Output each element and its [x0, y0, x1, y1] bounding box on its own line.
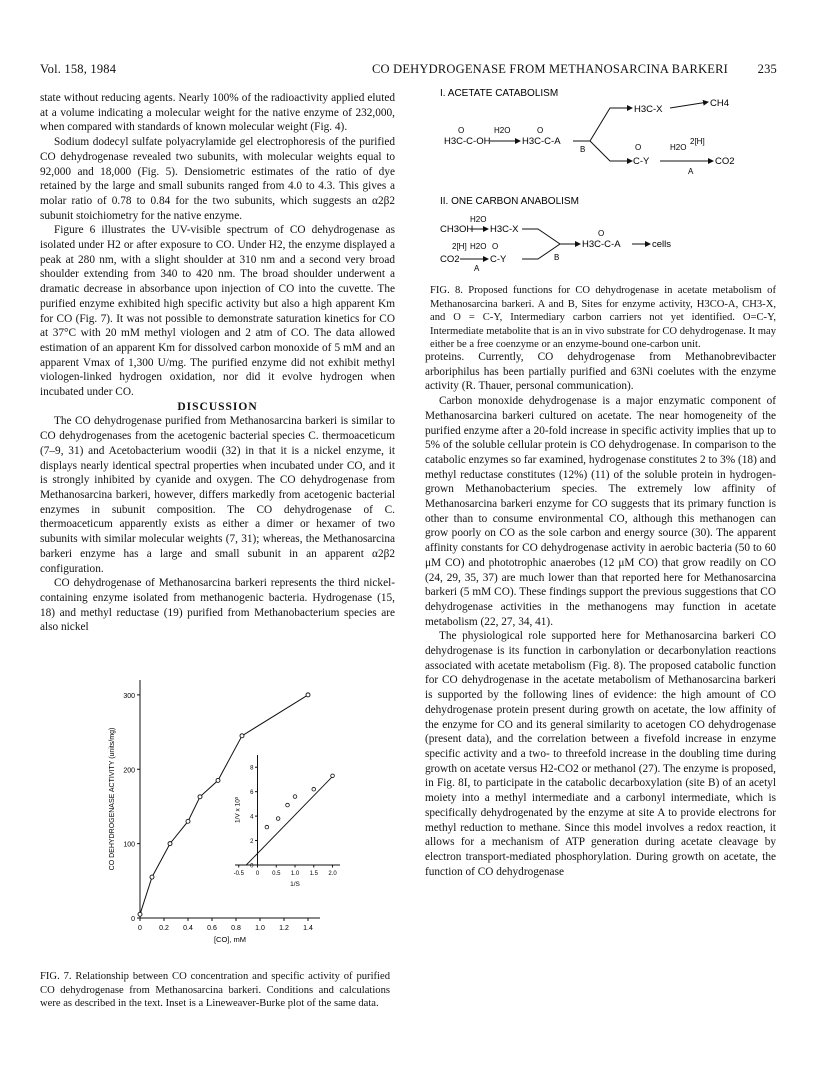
inset-data-point — [276, 817, 280, 821]
inset-x-tick-label: 1.0 — [290, 871, 300, 877]
paragraph: Carbon monoxide dehydrogenase is a major enzymatic component of Methanosarcina barkeri cultured on acetate. The near homogeneity of the purified enzyme after a 20-fold increase in specific activity implies that up to 5% of the soluble cellular protein is CO dehydrogenase. In comparison to the catabolic enzymes so far examined, hydrogenase constitutes 2 to 3% (18) and methyl reductase constitutes (12%) (11) of the soluble protein in hydrogen-grown Methanobacterium species. The extremely low affinity of Methanosarcina barkeri enzyme for CO suggests that its primary function is other than to consume environmental CO, although this methanogen can grow poorly on CO as the sole carbon and energy source (30). The apparent affinity constants for CO dehydrogenase activity in aerobic bacteria (50 to 60 μM CO) and phototrophic anaerobes (12 μM CO) that grow readily on CO (24, 29, 35, 37) are much lower than that reported here for Methanosarcina barkeri (5 mM CO). These findings support the previous suggestions that CO dehydrogenase activities in the methanogens may function in acetate metabolism (22, 27, 34, 41). — [425, 395, 776, 628]
inset-data-point — [312, 787, 316, 791]
x-tick-label: 0.8 — [231, 925, 241, 932]
right-column — [425, 350, 776, 879]
acetate-label: H3C-C-OH — [444, 136, 491, 147]
y-axis-label: CO DEHYDROGENASE ACTIVITY (units/mg) — [109, 727, 116, 871]
paragraph: The physiological role supported here for Methanosarcina barkeri CO dehydrogenase is its function in carbonylation or decarbonylation reactions associated with acetate metabolism (Fig. 8). The proposed catabolic function for CO dehydrogenase in the acetate metabolism of Methanosarcina barkeri is supported by the following lines of evidence: the high amount of CO dehydrogenase protein present during growth on acetate, the low affinity of the enzyme for CO and its general similarity to acetogen CO dehydrogenase (present data), and the correlation between a fivefold increase in enzyme specific activity and a two- to threefold increase in the doubling time during growth on acetate versus H2-CO2 or methanol (27). The enzyme is proposed, in Fig. 8I, to participate in the catabolic decarboxylation (site B) of an acetyl moiety into a methyl intermediate and a carbonyl intermediate, which is specifically dehydrogenated by the enzyme at site A to provide electrons for methyl reduction to methane. Since this model involves a redox reaction, it allows for a mechanism of ATP generation during acetate cleavage by electron transport-mediated phosphorylation. During growth on acetate, the function of CO dehydrogenase — [425, 630, 776, 878]
inset-y-tick-label: 2 — [250, 839, 254, 846]
paragraph: The CO dehydrogenase purified from Methanosarcina barkeri is similar to CO dehydrogenases from the acetogenic bacterial species C. thermoaceticum (7–9, 31) and Acetobacterium woodii (32) in that it is a nickel enzyme, it displays nearly identical spectral properties when incubated under CO, and it is strongly inhibited by cyanide and oxygen. The CO dehydrogenase from Methanosarcina barkeri, however, differs markedly from acetogenic bacterial enzymes in subunit composition. The CO dehydrogenase of C. thermoaceticum apparently exists as either a dimer or hexamer of two subunits with similar molecular weights (7, 31); whereas, the Methanosarcina barkeri enzyme has a large and small subunit in an apparent α2β2 configuration. — [40, 415, 395, 575]
oxygen-label: O — [458, 126, 465, 135]
y-tick-label: 300 — [123, 692, 135, 700]
regression-line — [246, 775, 334, 865]
running-title: CO DEHYDROGENASE FROM METHANOSARCINA BARKERI — [372, 62, 729, 76]
carbonyl-y-label: C-Y — [633, 156, 650, 167]
site-a-label: A — [474, 264, 480, 273]
x-tick-label: 0.6 — [207, 925, 217, 932]
running-header — [40, 62, 777, 80]
inset-x-tick-label: 0 — [255, 871, 260, 877]
section-heading: DISCUSSION — [177, 400, 258, 413]
section2-title: II. ONE CARBON ANABOLISM — [440, 196, 579, 207]
left-column-top — [40, 91, 395, 635]
data-point — [240, 734, 244, 738]
inset-plot — [234, 755, 340, 888]
inset-y-tick-label: 0 — [250, 863, 254, 870]
inset-x-tick-label: -0.5 — [233, 871, 244, 877]
two-h-label: 2[H] — [452, 242, 467, 251]
inset-x-tick-label: 2.0 — [328, 871, 337, 877]
fig7-chart — [40, 660, 380, 960]
data-point — [168, 842, 172, 846]
acetyl-a-label: H3C-C-A — [582, 239, 621, 250]
data-point — [150, 875, 154, 879]
co2-label: CO2 — [440, 254, 460, 265]
page-number: 235 — [757, 62, 777, 76]
fig7-caption: FIG. 7. Relationship between CO concentration and specific activity of purified CO dehydrogenase from Methanosarcina barkeri. Conditions and calculations were as described in the text. Inset is a Lineweaver-Burke plot of the same data. — [40, 971, 390, 1010]
data-point — [216, 778, 220, 782]
water-label: H2O — [470, 242, 487, 251]
data-point — [186, 819, 190, 823]
oxygen-label: O — [635, 143, 642, 152]
methyl-x-label: H3C-X — [634, 104, 663, 115]
inset-data-point — [286, 803, 290, 807]
inset-x-tick-label: 0.5 — [272, 871, 281, 877]
inset-data-point — [293, 795, 297, 799]
methyl-x-label: H3C-X — [490, 224, 519, 235]
oxygen-label: O — [492, 242, 499, 251]
section1-title: I. ACETATE CATABOLISM — [440, 88, 559, 99]
two-h-label: 2[H] — [690, 137, 705, 146]
y-tick-label: 0 — [131, 916, 135, 923]
site-b-label: B — [580, 145, 586, 154]
inset-y-tick-label: 6 — [250, 790, 254, 797]
water-label: H2O — [494, 126, 511, 135]
methane-label: CH4 — [710, 98, 730, 109]
x-tick-label: 0.2 — [159, 925, 169, 932]
oxygen-label: O — [598, 229, 605, 238]
site-b-label: B — [554, 253, 560, 262]
x-axis-label: [CO], mM — [213, 935, 247, 944]
cells-label: cells — [652, 239, 672, 250]
fig8-caption: FIG. 8. Proposed functions for CO dehydrogenase in acetate metabolism of Methanosarcina barkeri. A and B, Sites for enzyme activity, H3CO-A, CH3-X, and O = C-Y, Intermediary carbon carriers not yet identified. O=C-Y, Intermediate metabolite that is an in vivo substrate for CO dehydrogenase. It may either be a free coenzyme or an enzyme-bound one-carbon unit. — [430, 285, 776, 351]
x-tick-label: 1.2 — [279, 925, 289, 932]
water-label: H2O — [670, 143, 687, 152]
volume-label: Vol. 158, 1984 — [40, 62, 117, 76]
site-a-label: A — [688, 167, 694, 176]
x-tick-label: 0.4 — [183, 925, 193, 932]
x-tick-label: 1.4 — [303, 925, 313, 932]
data-point — [138, 912, 142, 916]
y-tick-label: 200 — [123, 767, 135, 775]
co2-label: CO2 — [715, 156, 735, 167]
inset-y-label: 1/V x 10³ — [234, 796, 242, 824]
x-tick-label: 1.0 — [255, 925, 265, 932]
carbonyl-y-label: C-Y — [490, 254, 507, 265]
y-tick-label: 100 — [123, 841, 135, 849]
paragraph: Figure 6 illustrates the UV-visible spectrum of CO dehydrogenase as isolated under H2 or after exposure to CO. Under H2, the enzyme displayed a peak at 280 nm, with a slight shoulder at 310 nm and a second very broad shoulder extending from 340 to 420 nm. The broad shoulder underwent a dramatic decrease in absorbance upon injection of CO into the cuvette. The purified enzyme exhibited high specific activity but also a high apparent Km for CO (Fig. 7). It was not possible to demonstrate saturation kinetics for CO at 37°C with 20 mM methyl viologen and 2 atm of CO. The data allowed estimation of an apparent Km for dissolved carbon monoxide of 5 mM and an apparent Vmax of 1,300 U/mg. The purified enzyme did not exhibit methyl viologen-linked hydrogen oxidation, nor did it evolve hydrogen when incubated under CO. — [40, 224, 395, 399]
fit-curve — [140, 695, 308, 914]
acetyl-a-label: H3C-C-A — [522, 136, 561, 147]
main-plot — [109, 680, 320, 944]
inset-data-point — [331, 774, 335, 778]
inset-y-tick-label: 4 — [250, 814, 254, 821]
paragraph: CO dehydrogenase of Methanosarcina barkeri represents the third nickel-containing enzyme isolated from methanogenic bacteria. Hydrogenase (15, 18) and methyl reductase (19) purified from Methanobacterium species are also nickel — [40, 577, 395, 634]
paragraph: Sodium dodecyl sulfate polyacrylamide gel electrophoresis of the purified CO dehydrogenase revealed two subunits, with molecular weights equal to 92,000 and 18,000 (Fig. 5). Densiometric estimates of the ratio of dye retained by the large and small subunits ranged from 4.0 to 4.3. This gives a molar ratio of 0.78 to 0.84 for the two subunits, which suggests an α2β2 subunit stoichiometry for the native enzyme. — [40, 136, 395, 222]
data-point — [306, 693, 310, 697]
data-point — [198, 795, 202, 799]
x-tick-label: 0 — [138, 925, 142, 932]
water-label: H2O — [470, 215, 487, 224]
inset-y-tick-label: 8 — [250, 765, 254, 772]
methanol-label: CH3OH — [440, 224, 474, 235]
inset-x-tick-label: 1.5 — [309, 871, 318, 877]
inset-x-label: 1/S — [290, 881, 300, 888]
paragraph: proteins. Currently, CO dehydrogenase from Methanobrevibacter arboriphilus has been partially purified and 63Ni coelutes with the enzyme activity (R. Thauer, personal communication). — [425, 351, 776, 393]
fig8-diagram — [430, 86, 776, 281]
inset-data-point — [265, 825, 269, 829]
paragraph: state without reducing agents. Nearly 100% of the radioactivity applied eluted at a volume indicating a molecular weight for the native enzyme of 232,000, when compared with standards of known molecular weight (Fig. 4). — [40, 92, 395, 134]
oxygen-label: O — [537, 126, 544, 135]
